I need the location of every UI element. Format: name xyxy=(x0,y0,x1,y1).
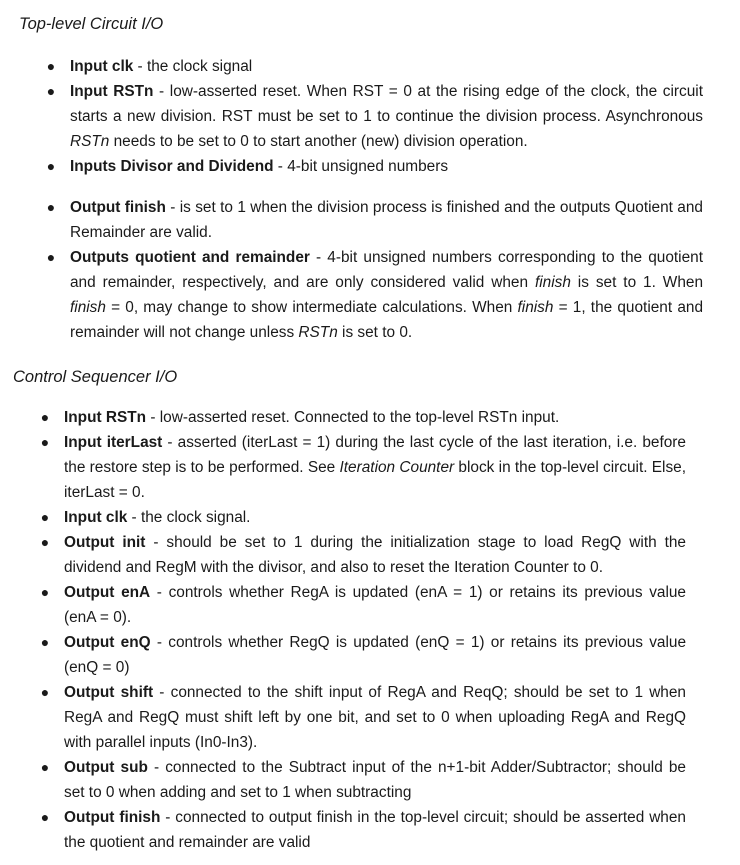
bullet-icon: ● xyxy=(40,509,50,525)
item-label: Input iterLast xyxy=(64,434,163,451)
top-level-io-list xyxy=(46,54,703,345)
bullet-icon: ● xyxy=(40,759,50,775)
item-label: Input clk xyxy=(64,509,128,526)
bullet-icon: ● xyxy=(46,199,56,215)
bullet-icon: ● xyxy=(46,158,56,174)
bullet-icon: ● xyxy=(46,83,56,99)
list-item: ● Outputs quotient and remainder - 4-bit unsigned numbers corresponding to the quotient and remainder, respectively, and are only considered valid when finish is set to 1. When finish = 0, may change to show intermediate calculations. When finish = 1, the quotient and remainder will not change unless RSTn is set to 0. xyxy=(46,245,703,345)
list-item: ● Output shift - connected to the shift input of RegA and ReqQ; should be set to 1 when RegA and RegQ must shift left by one bit, and set to 0 when uploading RegA and RegQ with parallel inputs (In0-In3). xyxy=(40,680,686,755)
list-item: ● Input iterLast - asserted (iterLast = 1) during the last cycle of the last iteration, i.e. before the restore step is to be performed. See Iteration Counter block in the top-level circuit. Else, iterLast = 0. xyxy=(40,430,686,505)
item-label: Input clk xyxy=(70,58,134,75)
list-item: ● Output enA - controls whether RegA is updated (enA = 1) or retains its previous value (enA = 0). xyxy=(40,580,686,630)
item-label: Output enA xyxy=(64,584,151,601)
item-label: Input RSTn xyxy=(64,409,147,426)
item-label: Output sub xyxy=(64,759,148,776)
item-label: Output finish xyxy=(64,809,161,826)
item-label: Input RSTn xyxy=(70,83,154,100)
bullet-icon: ● xyxy=(40,809,50,825)
item-label: Output init xyxy=(64,534,146,551)
item-label: Output enQ xyxy=(64,634,151,651)
list-item: ● Input RSTn - low-asserted reset. When RST = 0 at the rising edge of the clock, the circuit starts a new division. RST must be set to 1 to continue the division process. Asynchronous RSTn needs to be set to 0 to start another (new) division operation. xyxy=(46,79,703,154)
bullet-icon: ● xyxy=(46,58,56,74)
list-item: ● Output finish - is set to 1 when the division process is finished and the outputs Quotient and Remainder are valid. xyxy=(46,195,703,245)
list-item: ● Output finish - connected to output finish in the top-level circuit; should be asserted when the quotient and remainder are valid xyxy=(40,805,686,855)
bullet-icon: ● xyxy=(40,684,50,700)
item-label: Outputs quotient and remainder xyxy=(70,249,310,266)
item-label: Output shift xyxy=(64,684,154,701)
section-heading-top-level-io: Top-level Circuit I/O xyxy=(19,15,164,33)
list-item: ● Input RSTn - low-asserted reset. Connected to the top-level RSTn input. xyxy=(40,405,686,430)
bullet-icon: ● xyxy=(46,249,56,265)
bullet-icon: ● xyxy=(40,409,50,425)
item-label: Inputs Divisor and Dividend xyxy=(70,158,274,175)
list-item: ● Input clk - the clock signal xyxy=(46,54,703,79)
list-item: ● Output enQ - controls whether RegQ is updated (enQ = 1) or retains its previous value (enQ = 0) xyxy=(40,630,686,680)
bullet-icon: ● xyxy=(40,584,50,600)
list-item: ● Inputs Divisor and Dividend - 4-bit unsigned numbers xyxy=(46,154,703,179)
section-heading-control-sequencer-io: Control Sequencer I/O xyxy=(13,368,178,386)
control-sequencer-io-list xyxy=(40,405,686,855)
bullet-icon: ● xyxy=(40,534,50,550)
list-item: ● Output init - should be set to 1 during the initialization stage to load RegQ with the dividend and RegM with the divisor, and also to reset the Iteration Counter to 0. xyxy=(40,530,686,580)
list-item: ● Input clk - the clock signal. xyxy=(40,505,686,530)
list-item: ● Output sub - connected to the Subtract input of the n+1-bit Adder/Subtractor; should be set to 0 when adding and set to 1 when subtracting xyxy=(40,755,686,805)
item-label: Output finish xyxy=(70,199,166,216)
bullet-icon: ● xyxy=(40,634,50,650)
bullet-icon: ● xyxy=(40,434,50,450)
